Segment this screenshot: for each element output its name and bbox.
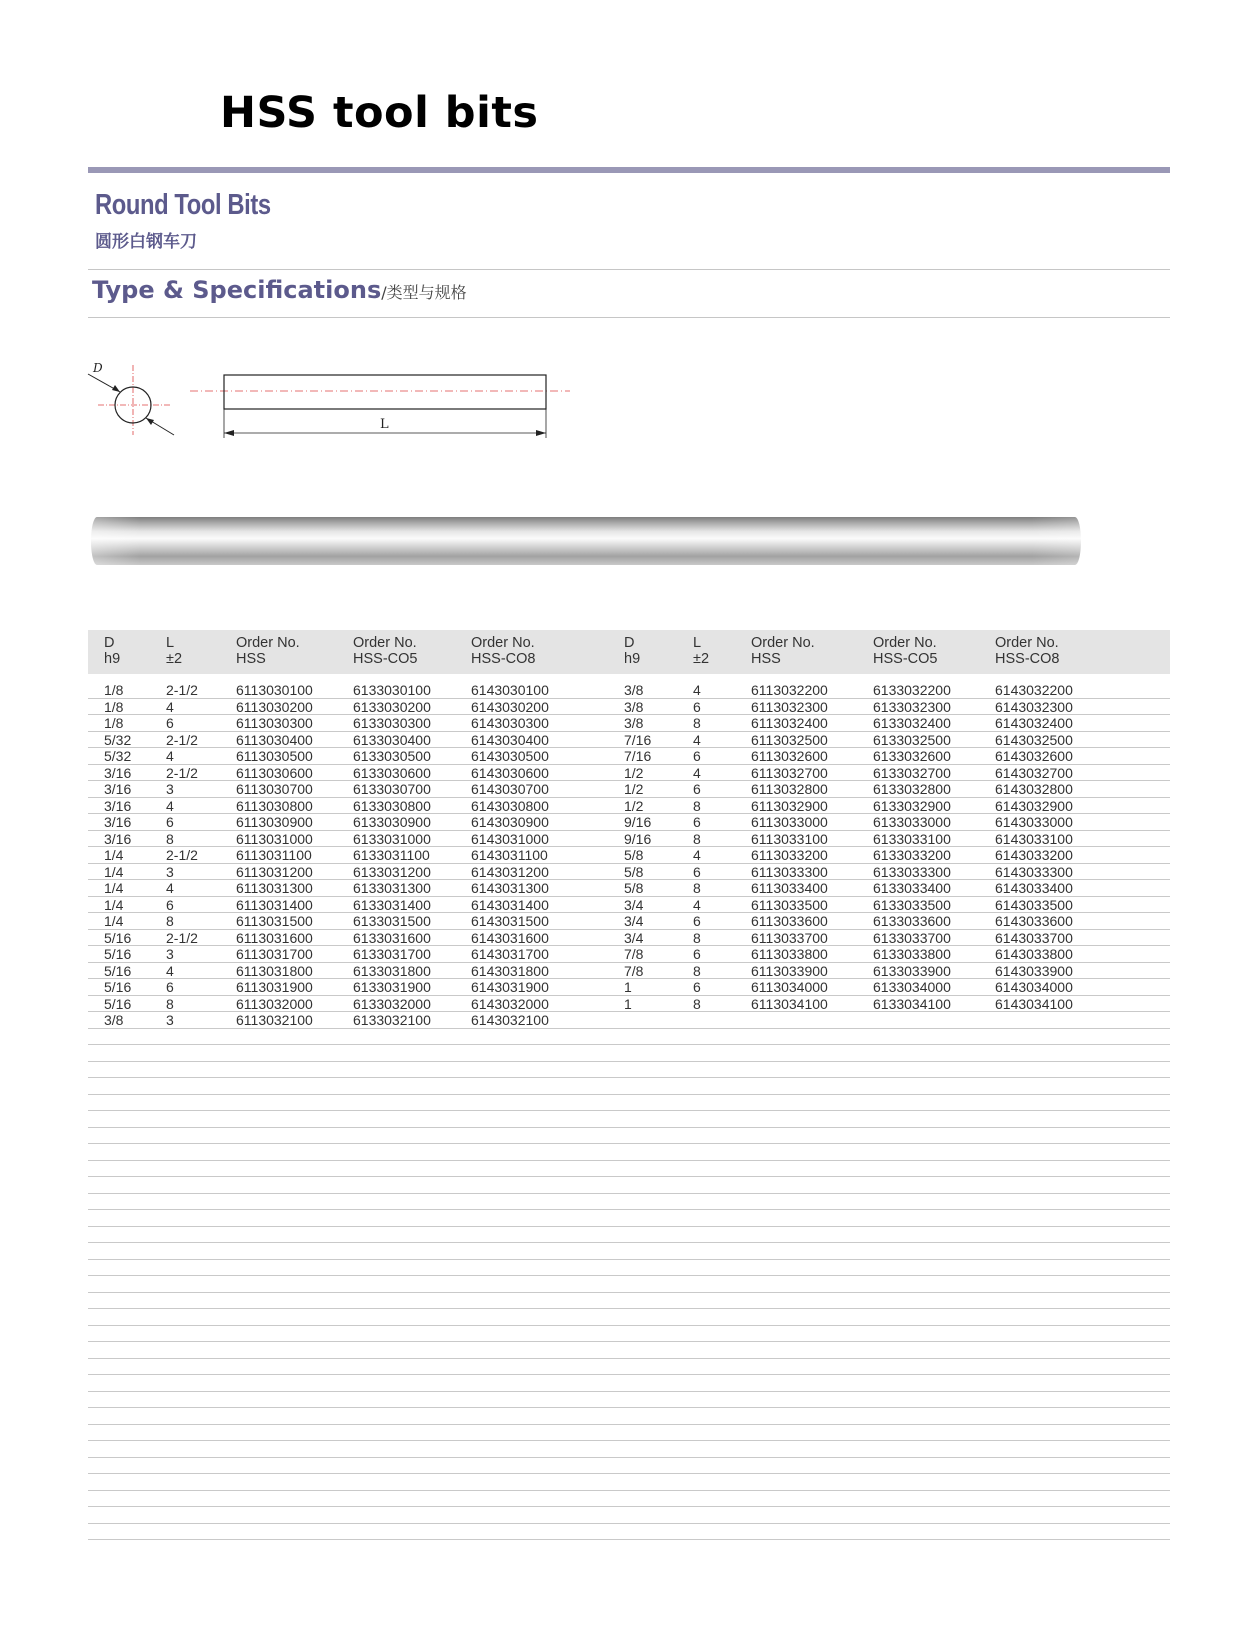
- ruled-line: [88, 1275, 1170, 1276]
- table-cell: 6133030300: [353, 715, 431, 731]
- table-cell: 6: [166, 979, 174, 995]
- table-cell: 6133032300: [873, 698, 951, 715]
- table-cell: 6113032900: [751, 797, 828, 814]
- table-cell: 6143030400: [471, 731, 549, 748]
- table-cell: 3/4: [624, 896, 644, 913]
- ruled-line: [88, 1259, 1170, 1260]
- ruled-line: [88, 1523, 1170, 1524]
- table-cell: 6: [693, 698, 701, 715]
- table-cell: 6113031300: [236, 880, 313, 896]
- table-cell: 6113032300: [751, 698, 828, 715]
- header-hss-left: Order No. HSS: [236, 635, 300, 667]
- table-cell: 6133033900: [873, 962, 951, 979]
- table-cell: 6133031100: [353, 847, 430, 863]
- table-cell: 4: [166, 748, 174, 764]
- ruled-line: [88, 1374, 1170, 1375]
- table-cell: 4: [166, 880, 174, 896]
- table-cell: 1/4: [104, 863, 124, 880]
- table-cell: 8: [166, 830, 174, 847]
- table-cell: 1/4: [104, 896, 124, 913]
- table-cell: 6113032100: [236, 1012, 313, 1028]
- ruled-line: [88, 1440, 1170, 1441]
- table-cell: 6133030900: [353, 814, 431, 830]
- table-cell: 8: [693, 797, 701, 814]
- table-cell: 6133032100: [353, 1012, 431, 1028]
- table-cell: 6133031000: [353, 830, 431, 847]
- ruled-line: [88, 1127, 1170, 1128]
- table-cell: 6133031200: [353, 863, 431, 880]
- table-row: [88, 1012, 1170, 1029]
- table-cell: 6133033600: [873, 913, 951, 929]
- table-cell: 3/8: [624, 715, 644, 731]
- table-row: [88, 814, 1170, 831]
- table-row: [88, 880, 1170, 897]
- table-cell: 7/16: [624, 748, 652, 764]
- table-row: [88, 946, 1170, 963]
- header-d-right: D h9: [624, 635, 641, 667]
- table-cell: 6113031900: [236, 979, 313, 995]
- table-cell: 6133030200: [353, 698, 431, 715]
- table-cell: 6133033300: [873, 863, 951, 880]
- table-cell: 4: [693, 896, 701, 913]
- table-cell: 6133031700: [353, 946, 431, 962]
- ruled-line: [88, 1176, 1170, 1177]
- table-cell: 5/16: [104, 979, 132, 995]
- table-cell: 6143032900: [995, 797, 1073, 814]
- table-cell: 6: [693, 913, 701, 929]
- table-cell: 1/2: [624, 781, 644, 797]
- table-row: [88, 996, 1170, 1013]
- table-cell: 1: [624, 995, 632, 1012]
- table-cell: 6133032800: [873, 781, 951, 797]
- table-cell: 6143032300: [995, 698, 1073, 715]
- table-row: [88, 864, 1170, 881]
- table-cell: 6143030900: [471, 814, 549, 830]
- table-row: [88, 781, 1170, 798]
- table-cell: 4: [166, 962, 174, 979]
- ruled-line: [88, 1110, 1170, 1111]
- ruled-line: [88, 1292, 1170, 1293]
- table-cell: 1/2: [624, 797, 644, 814]
- table-cell: 6133034100: [873, 995, 951, 1012]
- ruled-line: [88, 1473, 1170, 1474]
- table-cell: 6113032400: [751, 715, 828, 731]
- table-cell: 6143032600: [995, 748, 1073, 764]
- table-cell: 6113033000: [751, 814, 828, 830]
- table-cell: 6113030200: [236, 698, 313, 715]
- table-cell: 5/8: [624, 880, 644, 896]
- table-cell: 6143031300: [471, 880, 549, 896]
- table-cell: 3/16: [104, 830, 132, 847]
- ruled-line: [88, 1077, 1170, 1078]
- table-cell: 6113030900: [236, 814, 313, 830]
- header-co8-right: Order No. HSS-CO8: [995, 635, 1060, 667]
- table-cell: 2-1/2: [166, 847, 198, 863]
- table-cell: 2-1/2: [166, 929, 198, 946]
- table-cell: 6113033100: [751, 830, 828, 847]
- table-cell: 9/16: [624, 830, 652, 847]
- divider-top: [88, 269, 1170, 270]
- table-row: [88, 798, 1170, 815]
- table-cell: 3/4: [624, 913, 644, 929]
- header-co8-left: Order No. HSS-CO8: [471, 635, 536, 667]
- table-cell: 3/16: [104, 797, 132, 814]
- table-cell: 3/16: [104, 764, 132, 781]
- table-row: [88, 765, 1170, 782]
- ruled-line: [88, 1308, 1170, 1309]
- table-cell: 3/8: [104, 1012, 124, 1028]
- table-cell: 6143033500: [995, 896, 1073, 913]
- table-cell: 2-1/2: [166, 682, 198, 698]
- table-cell: 4: [166, 797, 174, 814]
- table-cell: 3/16: [104, 814, 132, 830]
- table-row: [88, 831, 1170, 848]
- ruled-line: [88, 1226, 1170, 1227]
- table-cell: 6133032200: [873, 682, 951, 698]
- table-cell: 6143031200: [471, 863, 549, 880]
- table-cell: 6113031600: [236, 929, 313, 946]
- diameter-label: D: [93, 361, 103, 375]
- table-cell: 6113031400: [236, 896, 313, 913]
- table-cell: 6133032400: [873, 715, 951, 731]
- table-cell: 4: [693, 731, 701, 748]
- table-cell: 6143032800: [995, 781, 1073, 797]
- table-cell: 6113032700: [751, 764, 828, 781]
- table-cell: 6143032700: [995, 764, 1073, 781]
- table-cell: 5/16: [104, 962, 132, 979]
- header-l-right: L ±2: [693, 635, 710, 667]
- table-cell: 1/8: [104, 715, 124, 731]
- ruled-line: [88, 1341, 1170, 1342]
- table-cell: 6133032900: [873, 797, 951, 814]
- header-l-left: L ±2: [166, 635, 183, 667]
- table-cell: 8: [166, 913, 174, 929]
- table-cell: 6133030600: [353, 764, 431, 781]
- table-cell: 6143030600: [471, 764, 549, 781]
- table-cell: 6143031500: [471, 913, 549, 929]
- table-cell: 6113031200: [236, 863, 313, 880]
- table-cell: 5/16: [104, 946, 132, 962]
- header-co5-right: Order No. HSS-CO5: [873, 635, 938, 667]
- table-cell: 8: [693, 995, 701, 1012]
- table-cell: 6143031900: [471, 979, 549, 995]
- ruled-line: [88, 1044, 1170, 1045]
- table-cell: 8: [693, 715, 701, 731]
- table-cell: 6113031700: [236, 946, 313, 962]
- table-cell: 9/16: [624, 814, 652, 830]
- table-cell: 1/4: [104, 913, 124, 929]
- header-hss-right: Order No. HSS: [751, 635, 815, 667]
- table-cell: 6143034000: [995, 979, 1073, 995]
- table-row: [88, 748, 1170, 765]
- table-cell: 6143031800: [471, 962, 549, 979]
- table-cell: 5/16: [104, 995, 132, 1012]
- table-cell: 6143034100: [995, 995, 1073, 1012]
- title-rule: [88, 167, 1170, 173]
- table-cell: 3/8: [624, 698, 644, 715]
- table-cell: 6133031800: [353, 962, 431, 979]
- table-cell: 1/2: [624, 764, 644, 781]
- table-cell: 6133033700: [873, 929, 951, 946]
- table-cell: 6143033900: [995, 962, 1073, 979]
- ruled-line: [88, 1358, 1170, 1359]
- table-cell: 6143033300: [995, 863, 1073, 880]
- spec-heading-cn: /类型与规格: [381, 283, 467, 302]
- table-cell: 6143032400: [995, 715, 1073, 731]
- table-cell: 6113033300: [751, 863, 828, 880]
- table-cell: 6113030500: [236, 748, 313, 764]
- table-cell: 6113033400: [751, 880, 828, 896]
- table-cell: 6133032600: [873, 748, 951, 764]
- table-cell: 6113033800: [751, 946, 828, 962]
- table-cell: 6113031500: [236, 913, 313, 929]
- table-cell: 2-1/2: [166, 731, 198, 748]
- table-cell: 3/4: [624, 929, 644, 946]
- ruled-line: [88, 1424, 1170, 1425]
- table-cell: 6133030800: [353, 797, 431, 814]
- table-cell: 6113030100: [236, 682, 313, 698]
- table-cell: 1/8: [104, 682, 124, 698]
- table-cell: 6133031600: [353, 929, 431, 946]
- table-cell: 6: [693, 946, 701, 962]
- table-cell: 8: [693, 929, 701, 946]
- ruled-line: [88, 1490, 1170, 1491]
- ruled-line: [88, 1506, 1170, 1507]
- table-cell: 3: [166, 863, 174, 880]
- table-cell: 4: [166, 698, 174, 715]
- table-cell: 6133034000: [873, 979, 951, 995]
- table-cell: 6143033200: [995, 847, 1073, 863]
- table-row: [88, 847, 1170, 864]
- length-label: L: [380, 417, 389, 432]
- table-cell: 6113031000: [236, 830, 313, 847]
- table-cell: 3/8: [624, 682, 644, 698]
- table-cell: 6113033200: [751, 847, 828, 863]
- table-cell: 6: [166, 896, 174, 913]
- table-cell: 5/32: [104, 731, 132, 748]
- divider-bottom: [88, 317, 1170, 318]
- ruled-line: [88, 1325, 1170, 1326]
- ruled-line: [88, 1539, 1170, 1540]
- table-header: [88, 630, 1170, 674]
- table-cell: 6133033500: [873, 896, 951, 913]
- table-cell: 6143030100: [471, 682, 549, 698]
- table-cell: 6133031500: [353, 913, 431, 929]
- table-cell: 6133031400: [353, 896, 431, 913]
- table-cell: 6143033800: [995, 946, 1073, 962]
- table-cell: 6113030700: [236, 781, 313, 797]
- table-row: [88, 979, 1170, 996]
- table-cell: 6133030700: [353, 781, 431, 797]
- table-cell: 1/8: [104, 698, 124, 715]
- table-cell: 6133032700: [873, 764, 951, 781]
- table-cell: 6113032600: [751, 748, 828, 764]
- table-cell: 6143032200: [995, 682, 1073, 698]
- ruled-line: [88, 1061, 1170, 1062]
- spec-heading: [92, 276, 467, 304]
- table-cell: 4: [693, 764, 701, 781]
- table-cell: 6143033000: [995, 814, 1073, 830]
- table-cell: 3: [166, 1012, 174, 1028]
- table-cell: 8: [693, 830, 701, 847]
- table-cell: 6113031800: [236, 962, 313, 979]
- table-cell: 6113032800: [751, 781, 828, 797]
- table-cell: 6113030300: [236, 715, 313, 731]
- table-cell: 6143031600: [471, 929, 549, 946]
- cross-section-view: [88, 361, 174, 435]
- table-cell: 6143030700: [471, 781, 549, 797]
- table-row: [88, 930, 1170, 947]
- table-cell: 6113031100: [236, 847, 312, 863]
- table-cell: 8: [693, 962, 701, 979]
- table-cell: 6133033000: [873, 814, 951, 830]
- table-cell: 7/8: [624, 946, 644, 962]
- table-cell: 3: [166, 946, 174, 962]
- table-cell: 7/16: [624, 731, 652, 748]
- table-cell: 6113030400: [236, 731, 313, 748]
- table-cell: 4: [693, 847, 701, 863]
- header-co5-left: Order No. HSS-CO5: [353, 635, 418, 667]
- table-cell: 6133033200: [873, 847, 951, 863]
- table-cell: 1: [624, 979, 632, 995]
- ruled-line: [88, 1209, 1170, 1210]
- round-tool-bit-image: [88, 515, 1084, 567]
- table-cell: 6: [166, 715, 174, 731]
- table-cell: 6113033600: [751, 913, 828, 929]
- table-cell: 8: [166, 995, 174, 1012]
- table-cell: 6: [693, 748, 701, 764]
- table-cell: 5/8: [624, 847, 644, 863]
- table-cell: 6143033400: [995, 880, 1073, 896]
- table-cell: 6143033600: [995, 913, 1073, 929]
- table-cell: 5/32: [104, 748, 132, 764]
- table-row: [88, 897, 1170, 914]
- table-cell: 6133032500: [873, 731, 951, 748]
- table-cell: 5/8: [624, 863, 644, 880]
- header-d-left: D h9: [104, 635, 121, 667]
- table-row: [88, 963, 1170, 980]
- table-cell: 3: [166, 781, 174, 797]
- table-row: [88, 913, 1170, 930]
- ruled-line: [88, 1457, 1170, 1458]
- table-cell: 1/4: [104, 880, 124, 896]
- table-cell: 7/8: [624, 962, 644, 979]
- table-cell: 6143030800: [471, 797, 549, 814]
- table-cell: 6113032000: [236, 995, 313, 1012]
- table-cell: 6143031400: [471, 896, 549, 913]
- table-cell: 6: [693, 814, 701, 830]
- ruled-line: [88, 1160, 1170, 1161]
- ruled-line: [88, 1094, 1170, 1095]
- table-cell: 6113032200: [751, 682, 828, 698]
- table-cell: 6: [166, 814, 174, 830]
- table-cell: 6143033100: [995, 830, 1073, 847]
- table-cell: 6143032500: [995, 731, 1073, 748]
- table-cell: 6133030500: [353, 748, 431, 764]
- side-view: [190, 375, 570, 438]
- table-cell: 6143031700: [471, 946, 549, 962]
- table-cell: 6143030200: [471, 698, 549, 715]
- table-cell: 6133033400: [873, 880, 951, 896]
- table-cell: 6143032100: [471, 1012, 549, 1028]
- table-cell: 6: [693, 979, 701, 995]
- tool-bit-diagram: [80, 360, 600, 470]
- table-cell: 6113033700: [751, 929, 828, 946]
- table-cell: 6133031900: [353, 979, 431, 995]
- table-cell: 6133033800: [873, 946, 951, 962]
- table-cell: 6133033100: [873, 830, 951, 847]
- table-cell: 5/16: [104, 929, 132, 946]
- table-cell: 6133032000: [353, 995, 431, 1012]
- table-cell: 6113030600: [236, 764, 313, 781]
- table-row: [88, 682, 1170, 699]
- table-cell: 6133030100: [353, 682, 431, 698]
- section-subtitle: 圆形白钢车刀: [95, 232, 197, 252]
- table-cell: 6113034000: [751, 979, 828, 995]
- table-cell: 6113030800: [236, 797, 313, 814]
- table-cell: 6143030300: [471, 715, 549, 731]
- table-cell: 6133031300: [353, 880, 431, 896]
- table-cell: 6113034100: [751, 995, 828, 1012]
- table-cell: 6143033700: [995, 929, 1073, 946]
- section-title: Round Tool Bits: [95, 189, 271, 221]
- table-row: [88, 715, 1170, 732]
- table-cell: 6143031000: [471, 830, 549, 847]
- table-cell: 6143031100: [471, 847, 548, 863]
- table-cell: 6113033900: [751, 962, 828, 979]
- table-cell: 6113033500: [751, 896, 828, 913]
- table-row: [88, 732, 1170, 749]
- table-cell: 8: [693, 880, 701, 896]
- table-cell: 6: [693, 863, 701, 880]
- table-cell: 6143030500: [471, 748, 549, 764]
- table-cell: 6133030400: [353, 731, 431, 748]
- table-cell: 4: [693, 682, 701, 698]
- ruled-line: [88, 1407, 1170, 1408]
- table-row: [88, 699, 1170, 716]
- table-cell: 1/4: [104, 847, 124, 863]
- ruled-line: [88, 1193, 1170, 1194]
- ruled-line: [88, 1242, 1170, 1243]
- table-cell: 6: [693, 781, 701, 797]
- table-cell: 6143032000: [471, 995, 549, 1012]
- table-cell: 2-1/2: [166, 764, 198, 781]
- table-cell: 6113032500: [751, 731, 828, 748]
- table-cell: 3/16: [104, 781, 132, 797]
- page-title: HSS tool bits: [220, 88, 539, 138]
- ruled-line: [88, 1143, 1170, 1144]
- spec-heading-en: Type & Specifications: [92, 276, 382, 304]
- ruled-line: [88, 1391, 1170, 1392]
